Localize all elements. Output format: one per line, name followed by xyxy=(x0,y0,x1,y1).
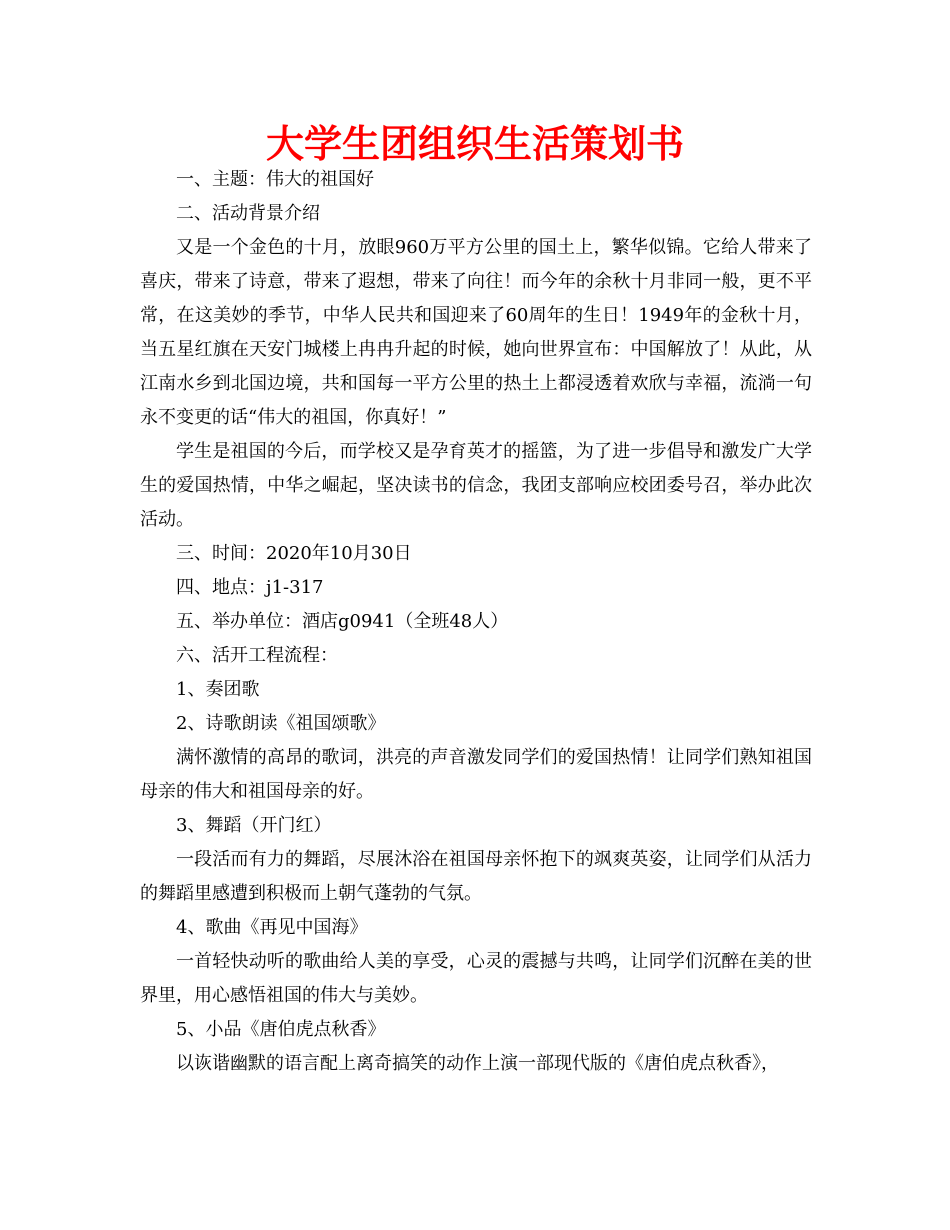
process-item-3-desc: 一段活而有力的舞蹈，尽展沐浴在祖国母亲怀抱下的飒爽英姿，让同学们从活力的舞蹈里感遭到积极而上朝气蓬勃的气氛。 xyxy=(140,849,812,904)
section-theme: 一、主题：伟大的祖国好 xyxy=(176,169,374,190)
process-item-5-desc: 以诙谐幽默的语言配上离奇搞笑的动作上演一部现代版的《唐伯虎点秋香》， xyxy=(176,1053,779,1074)
process-item-4: 4、歌曲《再见中国海》 xyxy=(176,917,368,938)
process-item-4-desc: 一首轻快动听的歌曲给人美的享受，心灵的震撼与共鸣，让同学们沉醉在美的世界里，用心感悟祖国的伟大与美妙。 xyxy=(140,951,812,1006)
section-time: 三、时间：2020年10月30日 xyxy=(176,543,412,564)
process-item-2-desc: 满怀激情的高昂的歌词，洪亮的声音激发同学们的爱国热情！让同学们熟知祖国母亲的伟大和祖国母亲的好。 xyxy=(140,747,812,802)
background-paragraph-2: 学生是祖国的今后，而学校又是孕育英才的摇篮，为了进一步倡导和激发广大学生的爱国热情，中华之崛起，坚决读书的信念，我团支部响应校团委号召，举办此次活动。 xyxy=(140,441,812,530)
section-location: 四、地点：j1-317 xyxy=(176,577,324,598)
section-organizer: 五、举办单位：酒店g0941（全班48人） xyxy=(176,611,509,632)
process-item-1: 1、奏团歌 xyxy=(176,679,260,700)
process-item-2: 2、诗歌朗读《祖国颂歌》 xyxy=(176,713,386,734)
document-title: 大学生团组织生活策划书 xyxy=(265,122,684,166)
process-item-5: 5、小品《唐伯虎点秋香》 xyxy=(176,1019,386,1040)
section-process-heading: 六、活开工程流程： xyxy=(176,645,338,666)
section-background-heading: 二、活动背景介绍 xyxy=(176,203,320,224)
process-item-3: 3、舞蹈（开门红） xyxy=(176,815,332,836)
document-body xyxy=(140,163,812,1081)
background-paragraph-1: 又是一个金色的十月，放眼960万平方公里的国土上，繁华似锦。它给人带来了喜庆，带来了诗意，带来了遐想，带来了向往！而今年的余秋十月非同一般，更不平常，在这美妙的季节，中华人民共和国迎来了60周年的生日！1949年的金秋十月，当五星红旗在天安门城楼上冉冉升起的时候，她向世界宣布：中国解放了！从此，从江南水乡到北国边境，共和国每一平方公里的热土上都浸透着欢欣与幸福，流淌一句永不变更的话“伟大的祖国，你真好！” xyxy=(140,237,812,428)
